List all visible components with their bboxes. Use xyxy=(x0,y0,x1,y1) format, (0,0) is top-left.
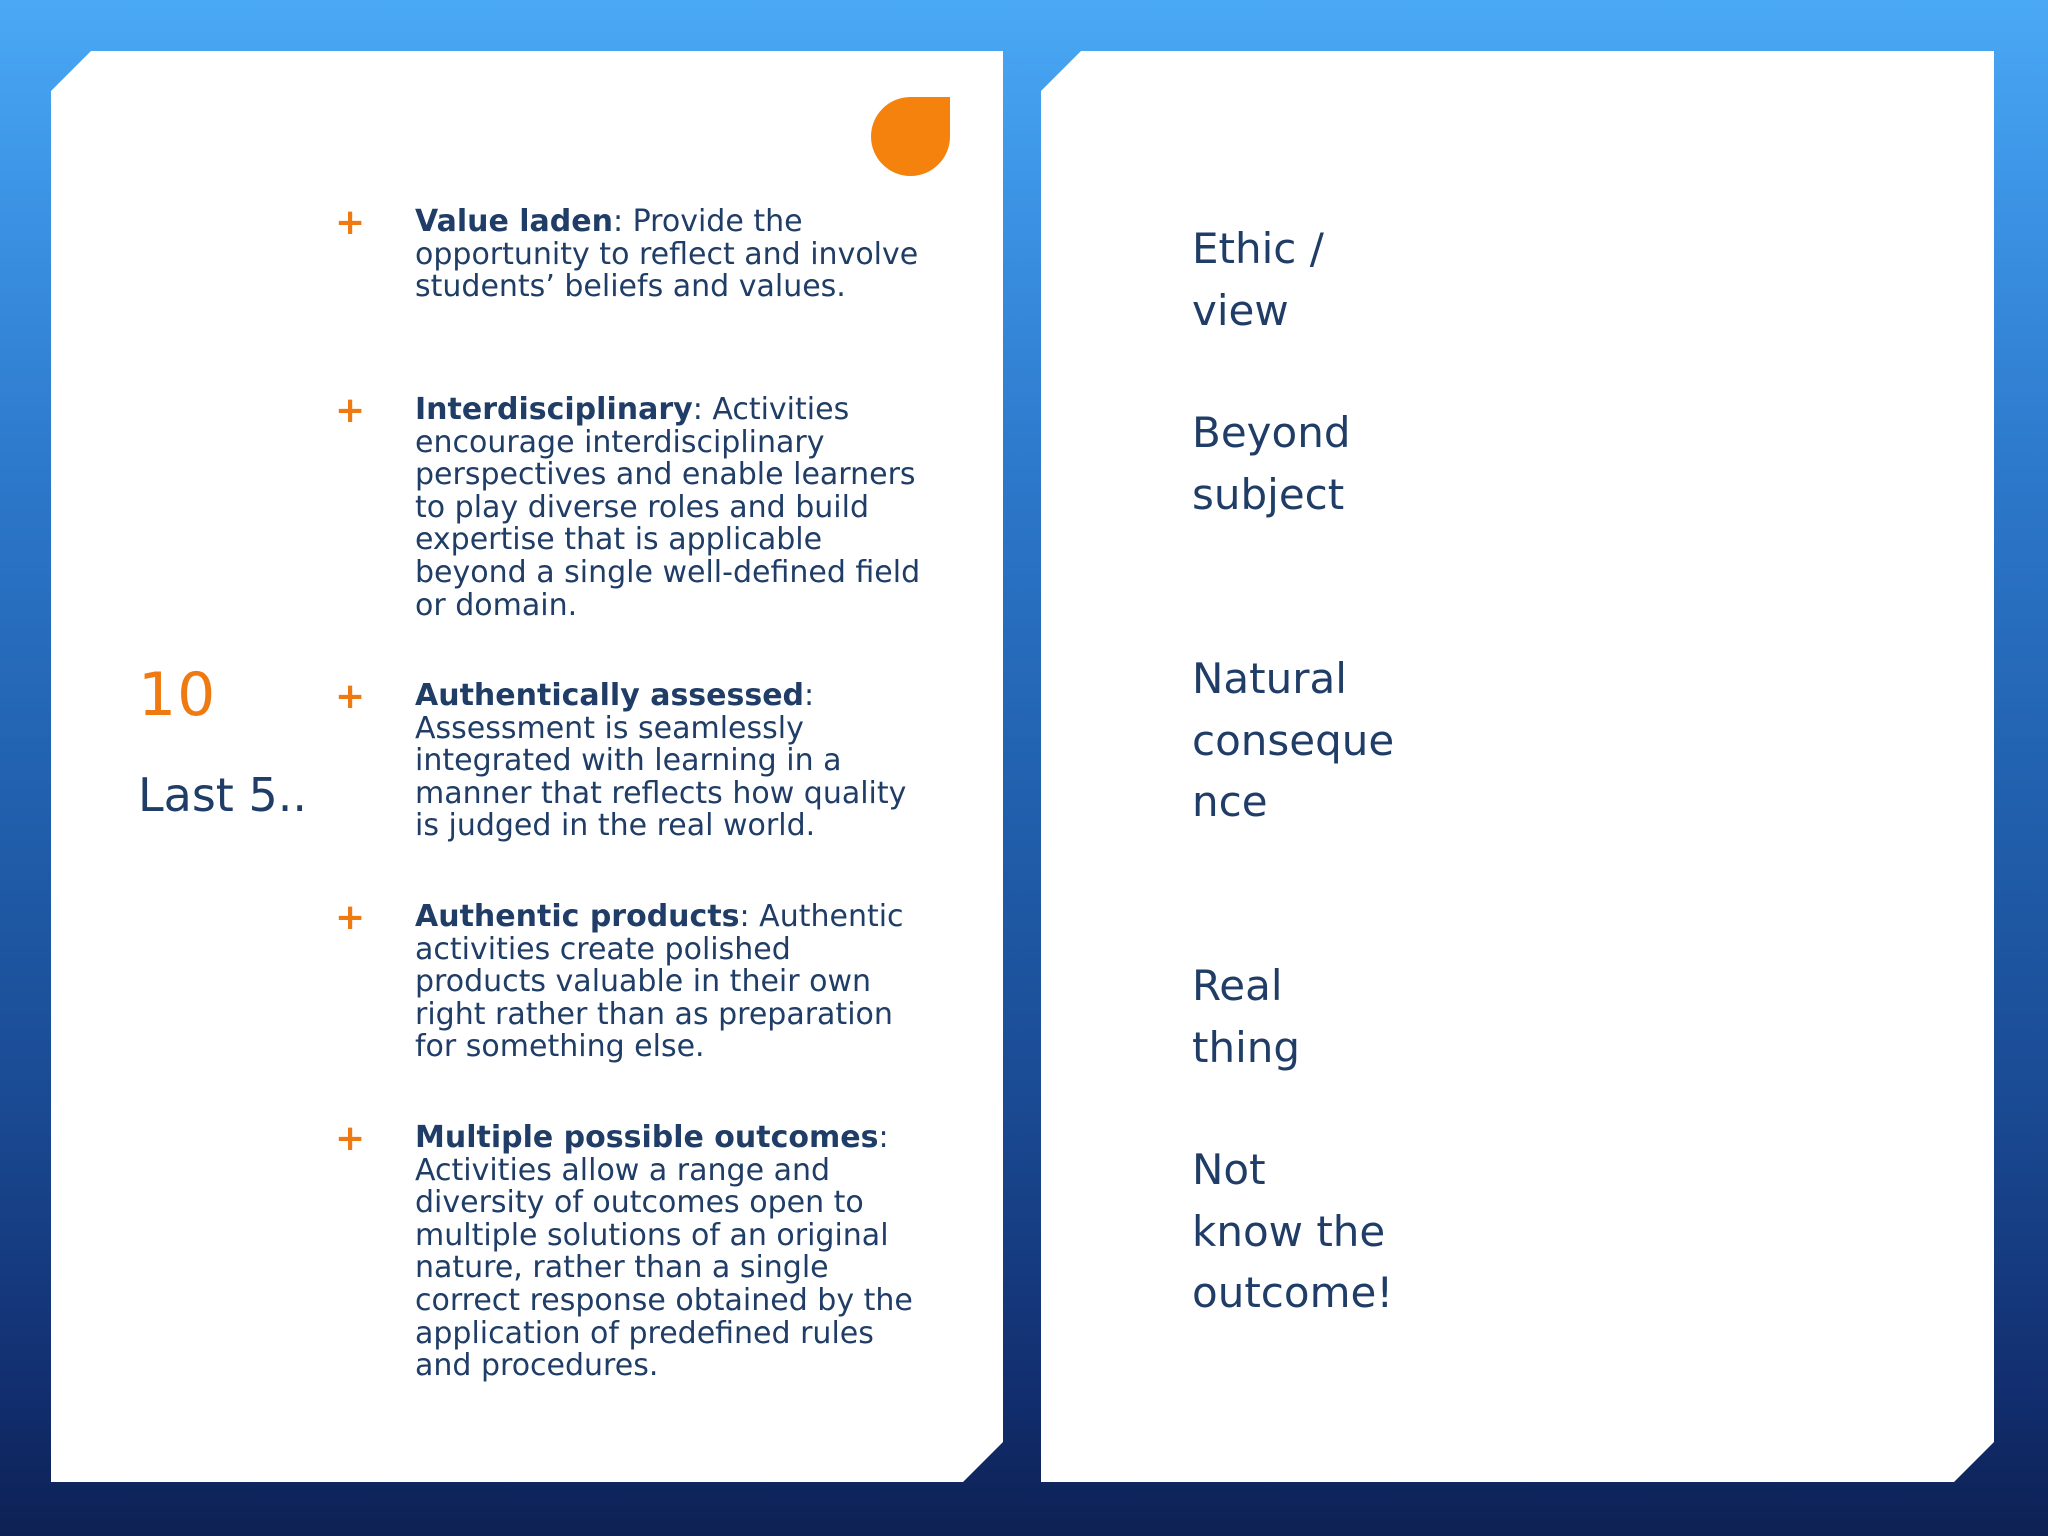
bullet-term: Multiple possible outcomes xyxy=(415,1120,879,1155)
slide-number: 10 xyxy=(138,660,217,730)
note-ethic xyxy=(1192,218,1324,341)
note-line: conseque xyxy=(1192,715,1395,765)
plus-icon: + xyxy=(335,897,366,938)
bullet-text xyxy=(415,394,925,622)
bullet-term: Authentic products xyxy=(415,899,740,934)
note-line: view xyxy=(1192,285,1289,335)
bullet-text xyxy=(415,901,925,1064)
right-panel xyxy=(1041,51,1994,1482)
bullet-separator: : xyxy=(804,678,815,713)
bullet-separator: : xyxy=(739,899,750,934)
note-line: Real xyxy=(1192,961,1283,1010)
note-line: Natural xyxy=(1192,654,1347,703)
note-not-know-outcome xyxy=(1192,1139,1393,1324)
note-line: thing xyxy=(1192,1022,1301,1072)
bullet-separator: : xyxy=(878,1120,889,1155)
bullet-term: Authentically assessed xyxy=(415,678,805,713)
plus-icon: + xyxy=(335,1118,366,1159)
note-line: outcome! xyxy=(1192,1268,1394,1317)
note-line: Not xyxy=(1192,1145,1266,1194)
note-line: subject xyxy=(1192,469,1345,519)
note-beyond-subject xyxy=(1192,402,1350,525)
bullet-text xyxy=(415,680,925,843)
orange-drop-icon xyxy=(871,97,950,176)
bullet-separator: : xyxy=(692,392,703,427)
bullet-description: Activities allow a range and diversity of outcomes open to multiple solutions of an original nature, rather than a single correct response obtained by the application of predefined rules and procedures. xyxy=(415,1152,913,1384)
note-natural-consequence xyxy=(1192,648,1394,833)
note-line: Ethic / xyxy=(1192,224,1324,273)
bullet-description: Authentic activities create polished products valuable in their own right rather than as preparation for something else. xyxy=(415,899,904,1065)
plus-icon: + xyxy=(335,202,366,243)
bullet-separator: : xyxy=(612,204,624,239)
slide-subtitle: Last 5.. xyxy=(138,768,307,822)
bullet-text xyxy=(415,1122,925,1383)
note-line: know the xyxy=(1192,1206,1386,1256)
plus-icon: + xyxy=(335,390,366,431)
bullet-text xyxy=(415,206,925,304)
note-line: nce xyxy=(1192,777,1268,826)
bullet-term: Value laden xyxy=(415,204,613,239)
bullet-term: Interdisciplinary xyxy=(415,392,693,427)
bullet-description: Activities encourage interdisciplinary perspectives and enable learners to play diverse roles and build expertise that is applicable beyond a single well-defined field or domain. xyxy=(415,392,921,623)
plus-icon: + xyxy=(335,676,366,717)
note-line: Beyond xyxy=(1192,408,1351,457)
bullet-description: Assessment is seamlessly integrated with learning in a manner that reflects how quality is judged in the real world. xyxy=(415,710,907,844)
bullet-description: Provide the opportunity to reflect and involve students’ beliefs and values. xyxy=(415,204,919,305)
note-real-thing xyxy=(1192,955,1300,1078)
